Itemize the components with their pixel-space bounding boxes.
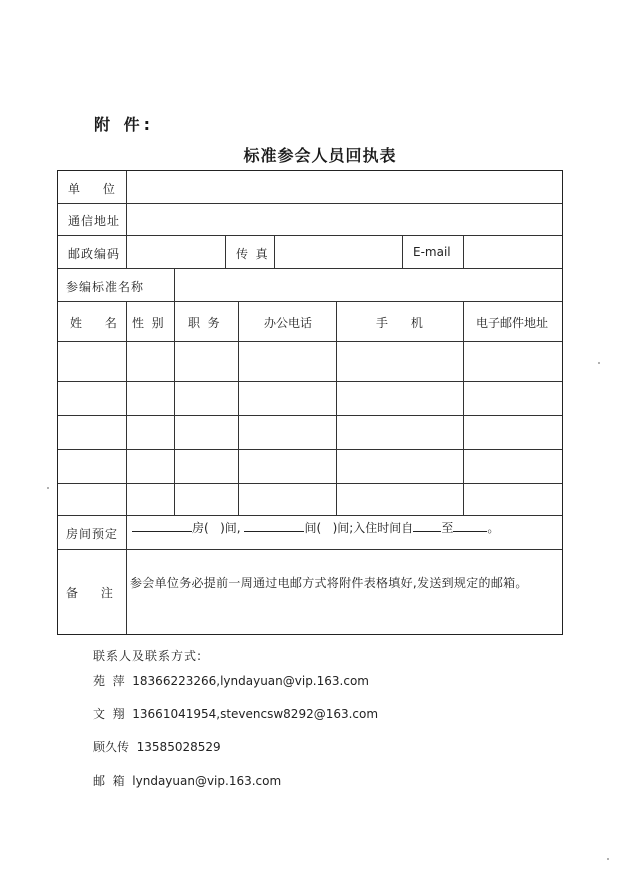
row-divider: [58, 549, 562, 550]
contact-item: [93, 772, 281, 789]
contact-name: 顾久传: [93, 740, 130, 754]
blank-field[interactable]: [453, 519, 487, 532]
col-divider: [174, 268, 175, 301]
email-label: E-mail: [413, 245, 451, 259]
row-divider: [58, 235, 562, 236]
col-divider: [126, 301, 127, 515]
contact-item: [93, 672, 369, 689]
registration-form: [57, 170, 563, 635]
header-office-phone: 办公电话: [264, 316, 313, 330]
contacts-heading: 联系人及联系方式:: [93, 649, 203, 663]
contact-name: 苑 萍: [93, 674, 125, 688]
col-divider: [336, 301, 337, 515]
row-divider: [58, 483, 562, 484]
contact-name: 文 翔: [93, 707, 125, 721]
row-divider: [58, 415, 562, 416]
col-divider: [402, 235, 403, 268]
contact-name: 邮 箱: [93, 774, 125, 788]
form-title: 标准参会人员回执表: [243, 146, 397, 165]
header-name: 姓 名: [70, 316, 117, 330]
blank-field[interactable]: [413, 519, 441, 532]
col-divider: [126, 171, 127, 268]
contact-info: 13585028529: [136, 740, 221, 754]
col-divider: [174, 301, 175, 515]
remark-text: 参会单位务必提前一周通过电邮方式将附件表格填好,发送到规定的邮箱。: [130, 576, 528, 590]
col-divider: [463, 235, 464, 268]
row-divider: [58, 341, 562, 342]
postcode-label: 邮政编码: [68, 247, 121, 261]
header-mobile: 手 机: [376, 316, 423, 330]
col-divider: [225, 235, 226, 268]
row-divider: [58, 301, 562, 302]
room-text-1: 房( )间,: [192, 521, 241, 535]
room-reservation-text: [132, 519, 499, 536]
col-divider: [274, 235, 275, 268]
standard-name-label: 参编标准名称: [66, 280, 145, 294]
row-divider: [58, 268, 562, 269]
remark-label: 备 注: [66, 586, 113, 600]
contact-item: [93, 738, 221, 755]
header-title: 职 务: [188, 316, 220, 330]
address-label: 通信地址: [68, 214, 121, 228]
unit-label: 单 位: [68, 182, 115, 196]
room-label: 房间预定: [66, 527, 119, 541]
blank-field[interactable]: [244, 519, 304, 532]
header-gender: 性 别: [132, 316, 164, 330]
row-divider: [58, 203, 562, 204]
room-text-2: 间( )间;入住时间自: [304, 521, 414, 535]
contact-item: [93, 705, 378, 722]
contact-info: 13661041954,stevencsw8292@163.com: [132, 707, 379, 721]
col-divider: [463, 301, 464, 515]
room-text-3: 至: [441, 521, 454, 535]
attachment-label: 附 件:: [94, 115, 154, 134]
fax-label: 传 真: [236, 247, 268, 261]
row-divider: [58, 515, 562, 516]
scan-speck: [598, 362, 600, 364]
scan-speck: [47, 487, 49, 489]
blank-field[interactable]: [132, 519, 192, 532]
col-divider: [126, 515, 127, 634]
contact-info: 18366223266,lyndayuan@vip.163.com: [132, 674, 369, 688]
scan-speck: [607, 858, 609, 860]
row-divider: [58, 449, 562, 450]
header-email-address: 电子邮件地址: [476, 316, 549, 330]
room-text-end: 。: [487, 521, 500, 535]
contact-info: lyndayuan@vip.163.com: [132, 774, 282, 788]
row-divider: [58, 381, 562, 382]
col-divider: [238, 301, 239, 515]
